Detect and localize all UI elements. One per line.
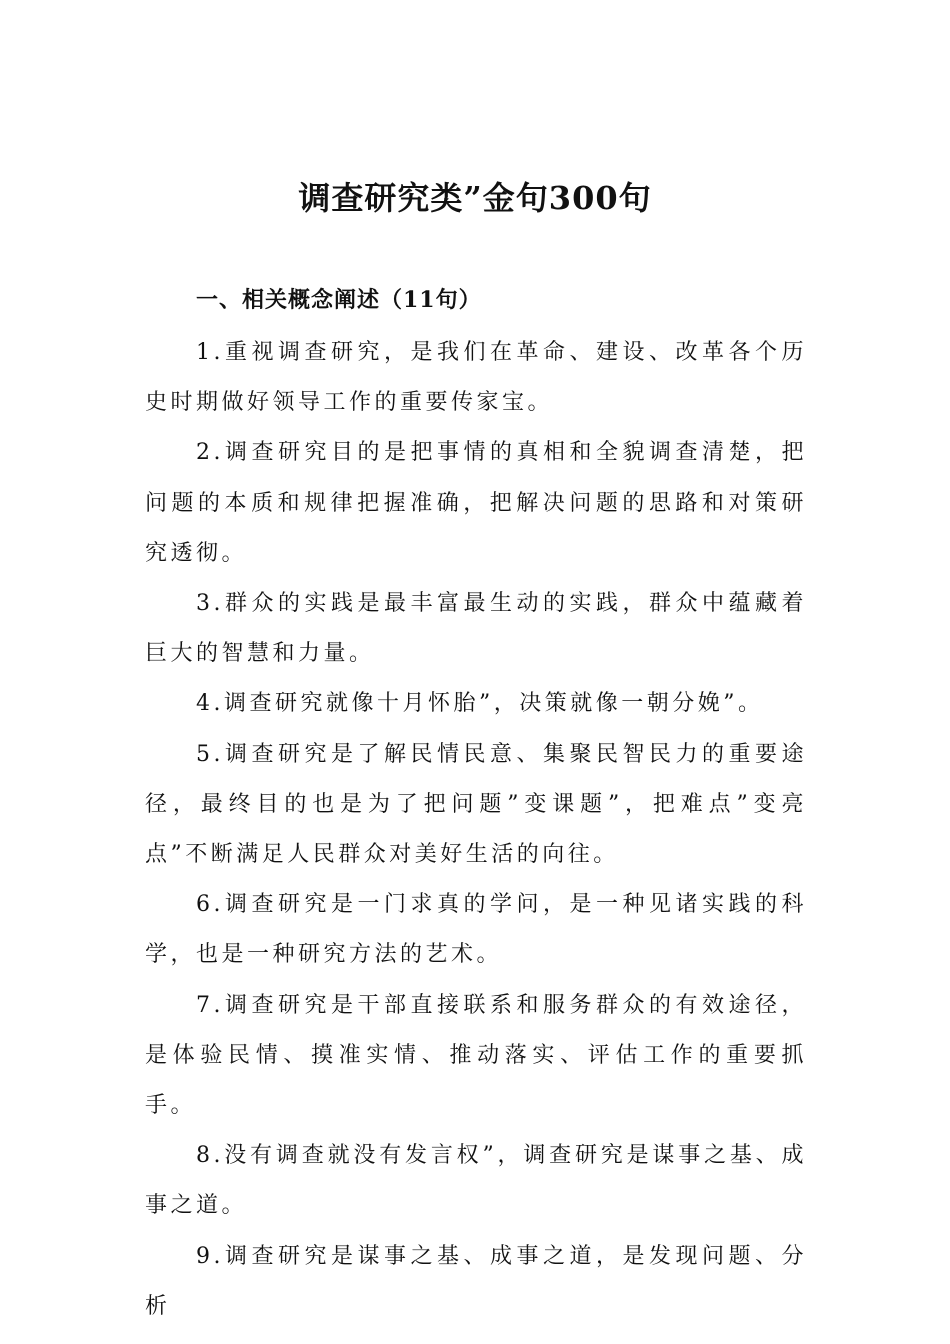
section-heading: 一、相关概念阐述（11句） [196, 287, 482, 313]
paragraph-2: 2.调查研究目的是把事情的真相和全貌调查清楚，把问题的本质和规律把握准确，把解决问题的思路和对策研究透彻。 [145, 440, 807, 566]
paragraph-1: 1.重视调查研究，是我们在革命、建设、改革各个历史时期做好领导工作的重要传家宝。 [145, 340, 807, 416]
paragraph-9: 9.调查研究是谋事之基、成事之道，是发现问题、分析 [145, 1243, 807, 1319]
paragraph-4: 4.调查研究就像十月怀胎”，决策就像一朝分娩”。 [196, 691, 764, 717]
paragraph-5: 5.调查研究是了解民情民意、集聚民智民力的重要途径，最终目的也是为了把问题”变课题”，把难点”变亮点”不断满足人民群众对美好生活的向往。 [145, 741, 807, 868]
paragraph-3: 3.群众的实践是最丰富最生动的实践，群众中蕴藏着巨大的智慧和力量。 [145, 591, 807, 667]
document-body [145, 328, 807, 1332]
paragraph-7: 7.调查研究是干部直接联系和服务群众的有效途径，是体验民情、摸准实情、推动落实、评估工作的重要抓手。 [145, 992, 807, 1119]
paragraph-6: 6.调查研究是一门求真的学问，是一种见诸实践的科学，也是一种研究方法的艺术。 [145, 892, 807, 968]
paragraph-8: 8.没有调查就没有发言权”，调查研究是谋事之基、成事之道。 [145, 1143, 807, 1219]
document-title: 调查研究类”金句300句 [298, 179, 652, 217]
